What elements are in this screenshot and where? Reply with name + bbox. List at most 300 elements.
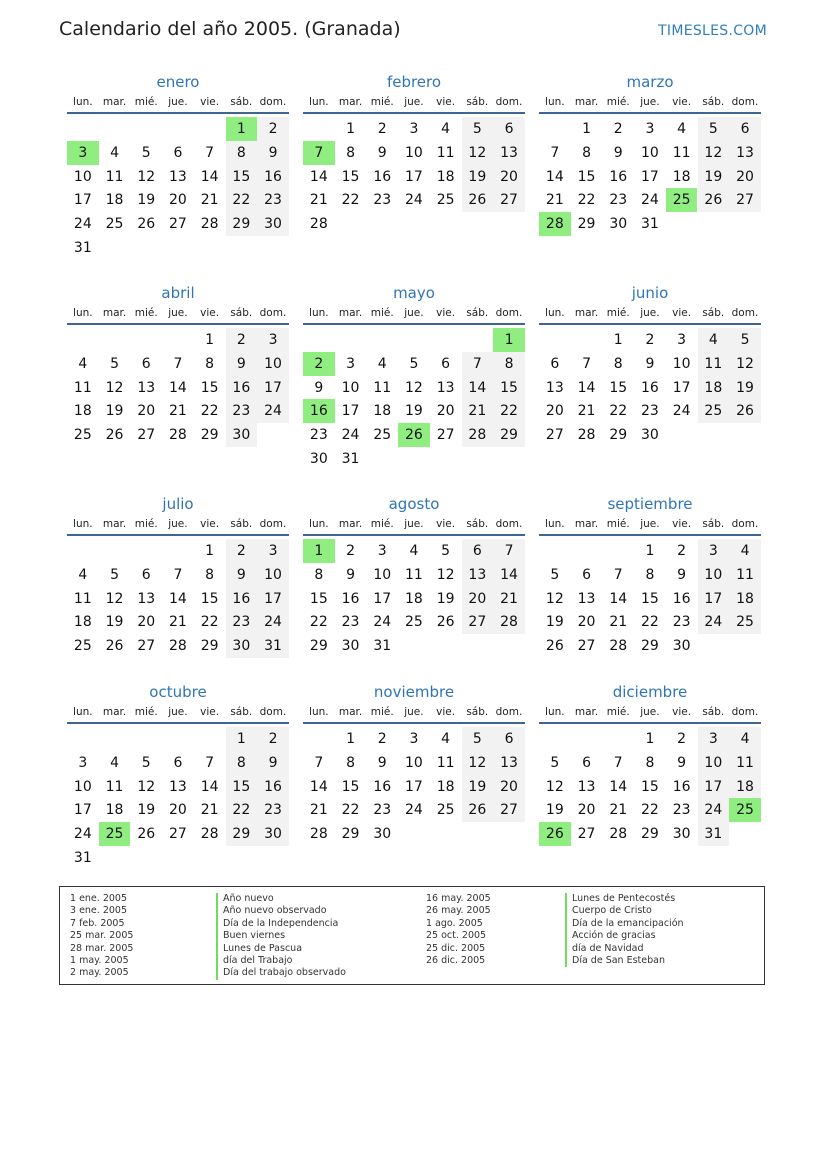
- holiday-day: 25: [666, 188, 698, 212]
- day-cell: 24: [257, 399, 289, 423]
- day-cell: 27: [545, 427, 564, 444]
- day-cell: 11: [373, 379, 392, 396]
- weekday-label: jue.: [640, 96, 660, 108]
- weekday-label: mar.: [574, 307, 599, 319]
- day-cell: 9: [645, 355, 655, 372]
- day-cell: 9: [257, 141, 289, 165]
- day-cell: 29: [200, 638, 219, 655]
- day-cell: 18: [729, 775, 761, 799]
- day-cell: 21: [609, 802, 628, 819]
- month-title: mayo: [393, 284, 435, 302]
- day-cell: 24: [373, 614, 392, 631]
- day-cell: 2: [257, 117, 289, 141]
- legend-dates-right: [426, 893, 491, 967]
- day-cell: 11: [436, 144, 455, 161]
- day-cell: 30: [373, 826, 392, 843]
- day-cell: 21: [545, 192, 564, 209]
- month-febrero: [303, 68, 525, 258]
- weekday-label: dom.: [731, 706, 759, 718]
- day-cell: 23: [373, 192, 392, 209]
- day-cell: 20: [462, 587, 494, 611]
- weekday-label: sáb.: [230, 96, 253, 108]
- day-grid: [303, 325, 525, 469]
- day-cell: 21: [309, 802, 328, 819]
- weekday-label: vie.: [436, 307, 456, 319]
- weekday-label: mar.: [574, 96, 599, 108]
- day-cell: 2: [377, 731, 387, 747]
- day-cell: 25: [729, 610, 761, 634]
- weekday-header: [67, 514, 289, 536]
- day-cell: 11: [698, 352, 730, 376]
- day-cell: 24: [405, 192, 423, 209]
- day-cell: 16: [672, 778, 691, 795]
- weekday-label: dom.: [495, 706, 523, 718]
- day-cell: 28: [200, 216, 219, 233]
- day-cell: 15: [609, 379, 628, 396]
- day-cell: 20: [493, 165, 525, 189]
- day-cell: 28: [493, 610, 525, 634]
- weekday-label: jue.: [640, 307, 660, 319]
- day-cell: 22: [341, 802, 360, 819]
- day-cell: 13: [493, 141, 525, 165]
- day-cell: 17: [672, 379, 691, 396]
- day-cell: 27: [577, 638, 596, 655]
- day-cell: 30: [226, 634, 258, 658]
- day-cell: 9: [377, 754, 387, 771]
- day-cell: 4: [377, 355, 387, 372]
- day-cell: 17: [641, 168, 659, 185]
- day-cell: 22: [641, 614, 659, 631]
- day-cell: 5: [409, 355, 419, 372]
- day-cell: 29: [226, 212, 258, 236]
- day-cell: 2: [677, 543, 687, 559]
- day-cell: 27: [436, 427, 455, 444]
- day-cell: 22: [309, 614, 328, 631]
- day-cell: 14: [169, 590, 187, 607]
- day-cell: 9: [314, 379, 324, 396]
- holiday-day: 3: [67, 141, 99, 165]
- day-cell: 13: [577, 778, 596, 795]
- day-cell: 22: [577, 192, 596, 209]
- day-cell: 11: [729, 751, 761, 775]
- day-cell: 25: [105, 216, 124, 233]
- day-cell: 18: [105, 802, 124, 819]
- day-cell: 20: [729, 165, 761, 189]
- day-cell: 1: [582, 121, 591, 137]
- day-cell: 7: [173, 355, 183, 372]
- weekday-header: [539, 92, 761, 114]
- weekday-label: jue.: [168, 96, 188, 108]
- weekday-label: mié.: [606, 96, 630, 108]
- legend-date: 1 ago. 2005: [426, 917, 483, 929]
- day-cell: 13: [436, 379, 455, 396]
- day-grid: [303, 536, 525, 680]
- day-cell: 21: [169, 403, 187, 420]
- day-cell: 11: [105, 778, 124, 795]
- day-grid: [303, 724, 525, 868]
- weekday-label: mié.: [370, 706, 394, 718]
- day-cell: 9: [346, 566, 355, 583]
- day-cell: 5: [110, 355, 119, 372]
- day-cell: 14: [493, 563, 525, 587]
- day-cell: 28: [169, 427, 187, 444]
- day-cell: 10: [73, 168, 92, 185]
- legend-holiday-name: día del Trabajo: [216, 955, 346, 967]
- day-cell: 22: [200, 614, 219, 631]
- day-cell: 15: [309, 590, 328, 607]
- day-cell: 6: [173, 144, 183, 161]
- day-cell: 7: [550, 144, 560, 161]
- weekday-header: [67, 702, 289, 724]
- day-cell: 17: [698, 775, 730, 799]
- day-cell: 10: [405, 144, 423, 161]
- day-cell: 19: [137, 192, 156, 209]
- legend-date: 1 may. 2005: [70, 954, 129, 966]
- day-cell: 31: [73, 850, 92, 866]
- weekday-label: sáb.: [702, 96, 725, 108]
- day-cell: 3: [409, 121, 419, 137]
- day-grid: [67, 114, 289, 258]
- weekday-label: mar.: [338, 706, 363, 718]
- day-cell: 26: [105, 638, 124, 655]
- month-title: marzo: [626, 73, 674, 91]
- day-cell: 20: [169, 192, 187, 209]
- day-cell: 30: [341, 638, 360, 655]
- weekday-label: jue.: [640, 518, 660, 530]
- weekday-label: dom.: [259, 307, 287, 319]
- day-cell: 26: [105, 427, 124, 444]
- weekday-label: jue.: [404, 518, 424, 530]
- day-cell: 10: [73, 778, 92, 795]
- day-cell: 23: [373, 802, 392, 819]
- day-cell: 20: [545, 403, 564, 420]
- day-cell: 16: [226, 376, 258, 400]
- weekday-label: lun.: [309, 307, 329, 319]
- day-cell: 22: [493, 399, 525, 423]
- day-cell: 7: [205, 754, 215, 771]
- day-cell: 17: [257, 587, 289, 611]
- day-cell: 13: [137, 590, 156, 607]
- day-cell: 22: [226, 188, 258, 212]
- day-cell: 19: [405, 403, 423, 420]
- day-cell: 10: [257, 352, 289, 376]
- day-cell: 9: [226, 563, 258, 587]
- day-cell: 4: [441, 731, 451, 747]
- day-cell: 20: [577, 802, 596, 819]
- day-cell: 25: [698, 399, 730, 423]
- weekday-label: mar.: [102, 307, 127, 319]
- day-cell: 11: [405, 566, 423, 583]
- day-cell: 17: [373, 590, 392, 607]
- legend-date: 16 may. 2005: [426, 893, 491, 904]
- day-cell: 1: [613, 332, 623, 348]
- holiday-legend: [59, 886, 765, 985]
- day-cell: 10: [672, 355, 691, 372]
- day-cell: 3: [409, 731, 419, 747]
- day-cell: 6: [141, 566, 151, 583]
- month-title: octubre: [149, 683, 207, 701]
- weekday-label: lun.: [73, 96, 93, 108]
- day-cell: 18: [436, 778, 455, 795]
- day-cell: 26: [436, 614, 455, 631]
- legend-holiday-name: Año nuevo: [216, 893, 346, 905]
- day-cell: 19: [729, 376, 761, 400]
- day-cell: 2: [613, 121, 623, 137]
- day-cell: 20: [137, 614, 156, 631]
- weekday-label: vie.: [672, 518, 692, 530]
- day-cell: 18: [672, 168, 691, 185]
- day-cell: 27: [729, 188, 761, 212]
- day-cell: 2: [226, 539, 258, 563]
- day-cell: 4: [677, 121, 687, 137]
- day-cell: 12: [545, 778, 564, 795]
- holiday-day: 1: [226, 117, 258, 141]
- weekday-label: dom.: [259, 96, 287, 108]
- day-cell: 4: [110, 754, 119, 771]
- weekday-label: mar.: [102, 518, 127, 530]
- weekday-header: [539, 303, 761, 325]
- legend-date: 26 dic. 2005: [426, 954, 486, 966]
- day-cell: 3: [677, 332, 687, 348]
- day-cell: 18: [73, 614, 92, 631]
- day-cell: 15: [226, 165, 258, 189]
- day-cell: 29: [641, 638, 659, 655]
- day-cell: 3: [257, 328, 289, 352]
- weekday-label: jue.: [404, 706, 424, 718]
- day-cell: 8: [645, 754, 655, 771]
- day-cell: 28: [200, 826, 219, 843]
- legend-holiday-name: Lunes de Pentecostés: [565, 893, 684, 905]
- day-cell: 8: [346, 144, 355, 161]
- weekday-label: mié.: [370, 307, 394, 319]
- weekday-label: dom.: [259, 518, 287, 530]
- month-diciembre: [539, 678, 761, 868]
- holiday-day: 7: [303, 141, 335, 165]
- holiday-day: 2: [303, 352, 335, 376]
- month-title: agosto: [388, 495, 440, 513]
- day-cell: 14: [609, 778, 628, 795]
- day-cell: 9: [677, 754, 687, 771]
- day-cell: 3: [257, 539, 289, 563]
- weekday-label: jue.: [640, 706, 660, 718]
- day-cell: 31: [257, 634, 289, 658]
- day-cell: 28: [169, 638, 187, 655]
- day-cell: 18: [729, 587, 761, 611]
- weekday-label: jue.: [168, 706, 188, 718]
- day-cell: 6: [173, 754, 183, 771]
- day-cell: 26: [545, 638, 564, 655]
- day-cell: 8: [226, 751, 258, 775]
- day-cell: 19: [105, 614, 124, 631]
- day-cell: 30: [309, 451, 328, 467]
- day-cell: 28: [609, 826, 628, 843]
- legend-holiday-name: Lunes de Pascua: [216, 943, 346, 955]
- day-cell: 27: [462, 610, 494, 634]
- weekday-label: vie.: [200, 96, 220, 108]
- day-cell: 18: [436, 168, 455, 185]
- day-cell: 2: [677, 731, 687, 747]
- weekday-label: mar.: [338, 518, 363, 530]
- day-cell: 21: [200, 192, 219, 209]
- weekday-label: lun.: [545, 307, 565, 319]
- day-cell: 29: [609, 427, 628, 444]
- month-enero: [67, 68, 289, 258]
- weekday-label: mar.: [574, 518, 599, 530]
- weekday-header: [539, 514, 761, 536]
- weekday-header: [303, 514, 525, 536]
- weekday-label: sáb.: [466, 706, 489, 718]
- day-cell: 26: [729, 399, 761, 423]
- day-cell: 1: [346, 121, 355, 137]
- day-cell: 1: [645, 543, 655, 559]
- day-cell: 10: [373, 566, 392, 583]
- weekday-label: lun.: [309, 96, 329, 108]
- day-grid: [539, 114, 761, 258]
- brand-link[interactable]: TIMESLES.COM: [658, 23, 767, 39]
- month-title: julio: [162, 495, 194, 513]
- weekday-label: mié.: [606, 706, 630, 718]
- day-cell: 6: [550, 355, 560, 372]
- weekday-label: mar.: [338, 96, 363, 108]
- weekday-label: mar.: [102, 96, 127, 108]
- day-cell: 9: [257, 751, 289, 775]
- day-cell: 11: [73, 590, 92, 607]
- day-cell: 25: [436, 192, 455, 209]
- weekday-label: vie.: [436, 96, 456, 108]
- day-cell: 19: [436, 590, 455, 607]
- month-abril: [67, 279, 289, 469]
- day-cell: 7: [493, 539, 525, 563]
- day-cell: 22: [226, 798, 258, 822]
- legend-holiday-name: Año nuevo observado: [216, 905, 346, 917]
- day-cell: 14: [169, 379, 187, 396]
- day-cell: 8: [205, 566, 215, 583]
- day-cell: 12: [405, 379, 423, 396]
- day-cell: 23: [609, 192, 628, 209]
- day-cell: 19: [462, 165, 494, 189]
- day-cell: 8: [205, 355, 215, 372]
- day-cell: 23: [309, 427, 328, 444]
- day-cell: 15: [493, 376, 525, 400]
- weekday-label: lun.: [309, 706, 329, 718]
- day-cell: 14: [200, 778, 219, 795]
- weekday-label: jue.: [404, 96, 424, 108]
- day-cell: 10: [698, 563, 730, 587]
- weekday-label: sáb.: [230, 518, 253, 530]
- day-cell: 19: [137, 802, 156, 819]
- day-cell: 7: [613, 566, 623, 583]
- weekday-label: sáb.: [702, 307, 725, 319]
- day-grid: [539, 325, 761, 469]
- weekday-header: [67, 92, 289, 114]
- day-cell: 17: [698, 587, 730, 611]
- day-cell: 5: [462, 117, 494, 141]
- day-cell: 3: [645, 121, 655, 137]
- day-cell: 16: [609, 168, 628, 185]
- day-cell: 8: [613, 355, 623, 372]
- day-cell: 15: [226, 775, 258, 799]
- day-cell: 14: [577, 379, 596, 396]
- day-cell: 10: [698, 751, 730, 775]
- day-cell: 11: [73, 379, 92, 396]
- month-title: abril: [161, 284, 195, 302]
- day-cell: 4: [409, 543, 419, 559]
- day-cell: 26: [698, 188, 730, 212]
- holiday-day: 25: [729, 798, 761, 822]
- weekday-label: vie.: [436, 706, 456, 718]
- legend-date: 3 ene. 2005: [70, 905, 127, 917]
- weekday-label: lun.: [545, 96, 565, 108]
- day-cell: 23: [672, 614, 691, 631]
- day-cell: 7: [173, 566, 183, 583]
- legend-date: 2 may. 2005: [70, 967, 129, 979]
- holiday-day: 26: [539, 822, 571, 846]
- day-cell: 13: [545, 379, 564, 396]
- day-cell: 20: [169, 802, 187, 819]
- day-cell: 27: [577, 826, 596, 843]
- day-cell: 26: [462, 798, 494, 822]
- weekday-label: vie.: [200, 307, 220, 319]
- weekday-label: sáb.: [230, 307, 253, 319]
- day-cell: 9: [226, 352, 258, 376]
- day-cell: 12: [436, 566, 455, 583]
- day-cell: 14: [462, 376, 494, 400]
- day-cell: 13: [577, 590, 596, 607]
- day-cell: 6: [141, 355, 151, 372]
- day-grid: [67, 724, 289, 868]
- weekday-header: [67, 303, 289, 325]
- day-cell: 2: [226, 328, 258, 352]
- weekday-label: sáb.: [702, 518, 725, 530]
- day-cell: 7: [582, 355, 591, 372]
- day-grid: [539, 724, 761, 868]
- day-cell: 16: [672, 590, 691, 607]
- day-cell: 16: [641, 379, 659, 396]
- weekday-label: mar.: [574, 706, 599, 718]
- day-cell: 1: [346, 731, 355, 747]
- day-cell: 18: [73, 403, 92, 420]
- legend-holiday-name: Cuerpo de Cristo: [565, 905, 684, 917]
- day-cell: 8: [645, 566, 655, 583]
- weekday-label: lun.: [73, 706, 93, 718]
- day-cell: 8: [226, 141, 258, 165]
- day-cell: 1: [205, 543, 215, 559]
- day-cell: 29: [641, 826, 659, 843]
- weekday-label: jue.: [168, 307, 188, 319]
- day-grid: [67, 325, 289, 469]
- day-cell: 13: [729, 141, 761, 165]
- weekday-label: lun.: [73, 518, 93, 530]
- weekday-label: vie.: [200, 518, 220, 530]
- day-cell: 16: [373, 168, 392, 185]
- day-cell: 4: [78, 566, 88, 583]
- day-cell: 24: [698, 798, 730, 822]
- day-cell: 17: [341, 403, 360, 420]
- day-grid: [303, 114, 525, 258]
- day-cell: 29: [309, 638, 328, 655]
- legend-names-left: [216, 893, 346, 980]
- day-cell: 30: [641, 427, 659, 444]
- weekday-label: lun.: [309, 518, 329, 530]
- day-cell: 12: [698, 141, 730, 165]
- holiday-day: 16: [303, 399, 335, 423]
- weekday-label: dom.: [731, 96, 759, 108]
- day-cell: 16: [257, 775, 289, 799]
- day-cell: 6: [729, 117, 761, 141]
- day-cell: 4: [441, 121, 451, 137]
- day-cell: 22: [200, 403, 219, 420]
- day-cell: 20: [436, 403, 455, 420]
